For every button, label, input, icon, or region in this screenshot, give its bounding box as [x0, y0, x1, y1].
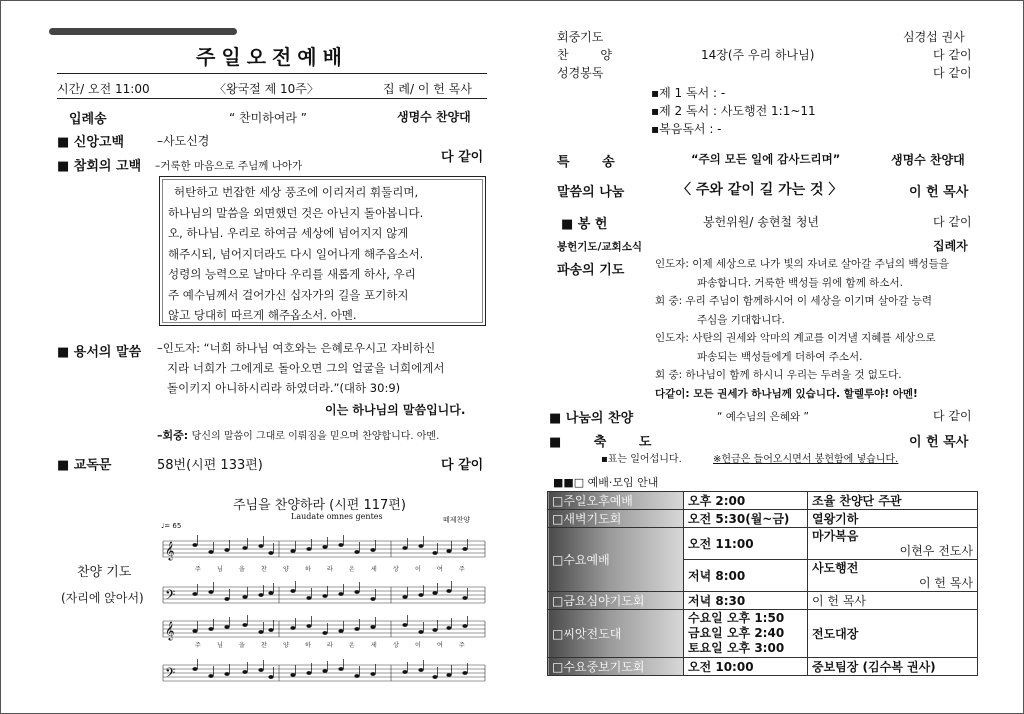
sending-line: 파송합니다. 거룩한 백성들 위에 함께 하소서.: [697, 276, 903, 289]
offering-note: ※헌금은 들어오시면서 봉헌함에 넣습니다.: [713, 454, 899, 465]
pardon-response-text: 당신의 말씀이 그대로 이뤄짐을 믿으며 찬양합니다. 아멘.: [191, 431, 440, 442]
standing-note: ▪표는 일어섭니다.: [601, 454, 682, 465]
reading-label: 성경봉독: [557, 66, 604, 80]
responsive-content: 58번(시편 133편): [157, 458, 263, 473]
creed-content: –사도신경: [157, 134, 210, 148]
note-head: [432, 591, 437, 595]
treble-clef-icon: 𝄞: [165, 621, 175, 640]
service-title: 주일오전예배: [196, 45, 348, 69]
hymn-score-subtitle: Laudate omnes gentes: [291, 512, 383, 521]
note-head: [446, 626, 451, 630]
confession-line: 오, 하나님. 우리로 하여금 세상에 넘어지지 않게: [168, 226, 409, 240]
note-head: [354, 590, 359, 594]
responsive-label: ■ 교독문: [57, 458, 112, 473]
top-decor-bar: [49, 28, 237, 35]
note-head: [192, 592, 197, 596]
schedule-label: □주일오후예배: [548, 492, 684, 510]
hymn-prayer-label: 찬양 기도: [77, 565, 132, 580]
hymn-label: 찬 양: [557, 48, 626, 62]
entrance-label: 입례송: [69, 112, 107, 127]
sermon-title: 〈 주와 같이 길 가는 것 〉: [677, 182, 843, 198]
lyric-syllable: 여: [437, 566, 443, 573]
special-who: 생명수 찬양대: [891, 153, 965, 167]
note-head: [290, 549, 295, 553]
note-head: [338, 543, 343, 547]
sending-line: 다같이: 모든 권세가 하나님께 있습니다. 할렐루야! 아멘!: [655, 387, 918, 400]
entrance-performer: 생명수 찬양대: [397, 110, 471, 124]
schedule-time: 저녁 8:30: [684, 592, 808, 610]
sermon-who: 이 헌 목사: [909, 185, 969, 200]
schedule-time: 오전 5:30(월~금): [684, 510, 808, 528]
note-head: [192, 543, 197, 547]
lyric-syllable: 님: [217, 642, 223, 649]
offering-who: 다 같이: [933, 215, 972, 229]
note-head: [208, 550, 213, 554]
note-head: [432, 628, 437, 632]
confession-line: 주 예수님께서 걸어가신 십자가의 길을 포기하지: [168, 287, 409, 302]
note-head: [418, 630, 423, 634]
note-head: [370, 672, 375, 676]
note-head: [354, 674, 359, 678]
schedule-label: □수요예배: [548, 528, 684, 592]
divider: [57, 73, 487, 74]
church-season: 〈왕국절 제 10주〉: [214, 82, 319, 96]
note-head: [306, 547, 311, 551]
lyric-syllable: 주: [459, 642, 465, 649]
lyric-syllable: 찬: [261, 642, 267, 649]
schedule-time: 오후 2:00: [684, 492, 808, 510]
note-head: [432, 675, 437, 679]
note-head: [192, 667, 197, 671]
special-label: 특 송: [557, 155, 629, 170]
note-head: [354, 627, 359, 631]
lyric-syllable: 주: [195, 642, 201, 649]
schedule-time: 오전 11:00: [684, 528, 808, 560]
note-head: [462, 596, 467, 600]
note-head: [306, 624, 311, 628]
confession-text: [168, 182, 477, 326]
prayer-who: 심경섭 권사: [903, 30, 965, 44]
blessing-who: 이 헌 목사: [909, 435, 969, 450]
lyric-syllable: 하: [305, 566, 311, 573]
lyric-syllable: 온: [349, 566, 355, 573]
sharing-hymn-label: ■ 나눔의 찬양: [549, 411, 634, 426]
note-head: [242, 546, 247, 550]
offering-prayer-who: 집례자: [933, 239, 968, 253]
note-head: [446, 673, 451, 677]
note-head: [338, 667, 343, 671]
note-head: [258, 668, 263, 672]
creed-label: ■ 신앙고백: [57, 135, 125, 150]
note-head: [242, 670, 247, 674]
schedule-label: □금요심야기도회: [548, 592, 684, 610]
table-row: [548, 658, 978, 676]
schedule-preacher: 이현우 전도사: [899, 543, 973, 558]
special-content: “주의 모든 일에 감사드리며”: [691, 152, 841, 166]
hymn-content: 14장(주 우리 하나님): [701, 48, 815, 62]
note-head: [418, 593, 423, 597]
lyric-syllable: 이: [415, 566, 421, 573]
sermon-label: 말씀의 나눔: [557, 185, 625, 200]
lyric-syllable: 상: [393, 642, 399, 649]
lyric-syllable: 이: [415, 642, 421, 649]
lyric-syllable: 님: [217, 566, 223, 573]
note-head: [462, 547, 467, 551]
note-head: [306, 671, 311, 675]
note-head: [338, 592, 343, 596]
schedule-label: □새벽기도회: [548, 510, 684, 528]
reading-item: ▪제 1 독서 : -: [651, 86, 726, 100]
confession-box: [159, 176, 486, 326]
note-head: [370, 625, 375, 629]
hymn-score-composer: 떼제찬양: [443, 516, 471, 524]
schedule-text: 마가복음: [812, 528, 859, 543]
pardon-declaration: 이는 하나님의 말씀입니다.: [325, 403, 466, 417]
schedule-time-item: 수요일 오후 1:50: [688, 611, 785, 625]
bass-clef-icon: 𝄢: [165, 665, 176, 684]
sending-line: 인도자: 사탄의 권세와 악마의 계교를 이겨낼 지혜를 세상으로: [655, 332, 936, 344]
lyric-syllable: 라: [327, 566, 333, 573]
note-head: [402, 546, 407, 550]
lyric-syllable: 주: [459, 566, 465, 573]
reading-item: ▪제 2 독서 : 사도행전 1:1~11: [651, 104, 816, 118]
confession-line: 하나님의 말씀을 외면했던 것은 아닌지 돌아봅니다.: [168, 205, 424, 220]
note-head: [268, 628, 273, 632]
schedule-time: 저녁 8:00: [684, 560, 808, 592]
schedule-time: [684, 610, 808, 658]
lyric-syllable: 을: [239, 566, 245, 573]
note-head: [432, 551, 437, 555]
schedule-detail: 이 헌 목사: [808, 592, 978, 610]
note-head: [306, 596, 311, 600]
note-head: [242, 595, 247, 599]
note-head: [446, 549, 451, 553]
note-head: [242, 623, 247, 627]
treble-clef-icon: 𝄞: [165, 541, 175, 560]
prayer-label: 회중기도: [557, 30, 604, 44]
repentance-content: –거룩한 마음으로 주님께 나아가: [155, 160, 303, 172]
pardon-line: 돌이키지 아니하시리라 하였더라.”(대하 30:9): [167, 381, 401, 395]
hymn-score: [159, 519, 487, 689]
lyric-syllable: 하: [305, 642, 311, 649]
sending-line: 회 중: 우리 주님이 함께하시어 이 세상을 이기며 살아갈 능력: [655, 295, 933, 307]
confession-line: 해주시되, 넘어지더라도 다시 일어나게 해주옵소서.: [168, 246, 424, 261]
schedule-text: 사도행전: [812, 560, 859, 575]
note-head: [402, 623, 407, 627]
hymn-score-title: 주님을 찬양하라 (시편 117편): [233, 498, 406, 513]
sharing-hymn-who: 다 같이: [933, 409, 972, 423]
note-head: [418, 668, 423, 672]
note-head: [370, 597, 375, 601]
lyric-syllable: 을: [239, 642, 245, 649]
pardon-response-label: –회중:: [157, 429, 189, 442]
bass-clef-icon: 𝄢: [165, 587, 176, 606]
confession-line: 않고 당대히 따르게 해주옵소서. 아멘.: [168, 308, 357, 322]
sharing-hymn-content: “ 예수님의 은혜와 ”: [717, 411, 809, 423]
note-head: [224, 548, 229, 552]
sending-line: 회 중: 하나님이 함께 하시니 우리는 두려울 것 없도다.: [655, 369, 902, 381]
note-head: [322, 545, 327, 549]
hymn-prayer-note: (자리에 앉아서): [61, 591, 144, 605]
schedule-heading: ■■□ 예배·모임 안내: [553, 476, 659, 489]
divider: [57, 98, 487, 99]
note-head: [354, 550, 359, 554]
note-head: [258, 593, 263, 597]
note-head: [258, 630, 263, 634]
table-row: [548, 510, 978, 528]
note-head: [402, 595, 407, 599]
lyric-syllable: 양: [283, 642, 289, 649]
note-head: [192, 629, 197, 633]
sending-prayer-text: [655, 255, 949, 403]
lyric-syllable: 라: [327, 642, 333, 649]
lyric-syllable: 양: [283, 566, 289, 573]
offering-prayer-label: 봉헌기도/교회소식: [557, 241, 642, 253]
schedule-time-item: 토요일 오후 3:00: [688, 641, 785, 655]
note-head: [268, 551, 273, 555]
note-head: [402, 670, 407, 674]
note-head: [290, 589, 295, 593]
note-head: [224, 625, 229, 629]
schedule-detail: 열왕기하: [808, 510, 978, 528]
reading-who: 다 같이: [933, 66, 972, 80]
lyric-syllable: 세: [371, 642, 377, 649]
lyric-syllable: 주: [195, 566, 201, 573]
schedule-time-item: 금요일 오후 2:40: [688, 626, 785, 640]
schedule-label: □수요중보기도회: [548, 658, 684, 676]
note-head: [338, 629, 343, 633]
readings-list: [651, 84, 816, 138]
note-head: [224, 597, 229, 601]
lyric-syllable: 상: [393, 566, 399, 573]
note-head: [208, 627, 213, 631]
schedule-detail: 중보팀장 (김수복 권사): [808, 658, 978, 676]
schedule-label: □씨앗전도대: [548, 610, 684, 658]
note-head: [322, 631, 327, 635]
note-head: [208, 674, 213, 678]
schedule-detail: 조율 찬양단 주관: [808, 492, 978, 510]
lyric-syllable: 세: [371, 566, 377, 573]
offering-content: 봉헌위원/ 송현철 청년: [703, 215, 820, 229]
schedule-detail: [808, 560, 978, 592]
reading-item: ▪복음독서 : -: [651, 122, 722, 136]
confession-line: 허탄하고 번잡한 세상 풍조에 이리저리 휘둘리며,: [174, 185, 419, 199]
blessing-label: ■ 축 도: [549, 435, 666, 450]
pardon-text: [157, 338, 444, 398]
schedule-detail: [808, 528, 978, 560]
offering-label: ■ 봉 헌: [561, 217, 608, 232]
entrance-song: “ 찬미하여라 ”: [229, 111, 308, 125]
lyric-syllable: 여: [437, 642, 443, 649]
note-head: [268, 675, 273, 679]
sending-line: 인도자: 이제 세상으로 나가 빛의 자녀로 살아갈 주님의 백성들을: [655, 258, 949, 270]
note-head: [290, 673, 295, 677]
note-head: [224, 672, 229, 676]
note-head: [322, 594, 327, 598]
note-head: [268, 591, 273, 595]
hymn-score-tempo: ♩= 65: [161, 522, 182, 530]
repentance-who: 다 같이: [441, 150, 484, 165]
pardon-response: [157, 427, 439, 443]
service-time: 시간/ 오전 11:00: [57, 82, 150, 96]
hymn-who: 다 같이: [933, 48, 972, 62]
note-head: [462, 624, 467, 628]
table-row: [548, 528, 978, 560]
sending-label: 파송의 기도: [557, 263, 625, 278]
repentance-label: ■ 참회의 고백: [57, 159, 142, 174]
lyric-syllable: 찬: [261, 566, 267, 573]
schedule-time: 오전 10:00: [684, 658, 808, 676]
table-row: [548, 492, 978, 510]
note-head: [370, 548, 375, 552]
sending-line: 파송되는 백성들에게 더하여 주소서.: [697, 350, 863, 363]
sending-line: 주심을 기대합니다.: [697, 313, 785, 326]
schedule-detail: 전도대장: [808, 610, 978, 658]
note-head: [462, 671, 467, 675]
table-row: [548, 592, 978, 610]
pardon-label: ■ 용서의 말씀: [57, 345, 142, 360]
note-head: [418, 544, 423, 548]
note-head: [258, 544, 263, 548]
table-row: [548, 610, 978, 658]
note-head: [290, 626, 295, 630]
note-head: [208, 590, 213, 594]
confession-line: 성령의 능력으로 날마다 우리를 새롭게 하사, 우리: [168, 267, 416, 281]
schedule-preacher: 이 헌 목사: [919, 575, 973, 590]
pardon-line: –인도자: “너희 하나님 여호와는 은혜로우시고 자비하신: [157, 341, 436, 355]
responsive-who: 다 같이: [441, 458, 484, 473]
note-head: [446, 589, 451, 593]
schedule-table: [547, 491, 978, 676]
lyric-syllable: 온: [349, 642, 355, 649]
pardon-line: 지라 너희가 그에게로 돌아오면 그의 얼굴을 너희에게서: [167, 361, 445, 375]
note-head: [322, 669, 327, 673]
service-leader: 집 례/ 이 헌 목사: [383, 82, 472, 96]
